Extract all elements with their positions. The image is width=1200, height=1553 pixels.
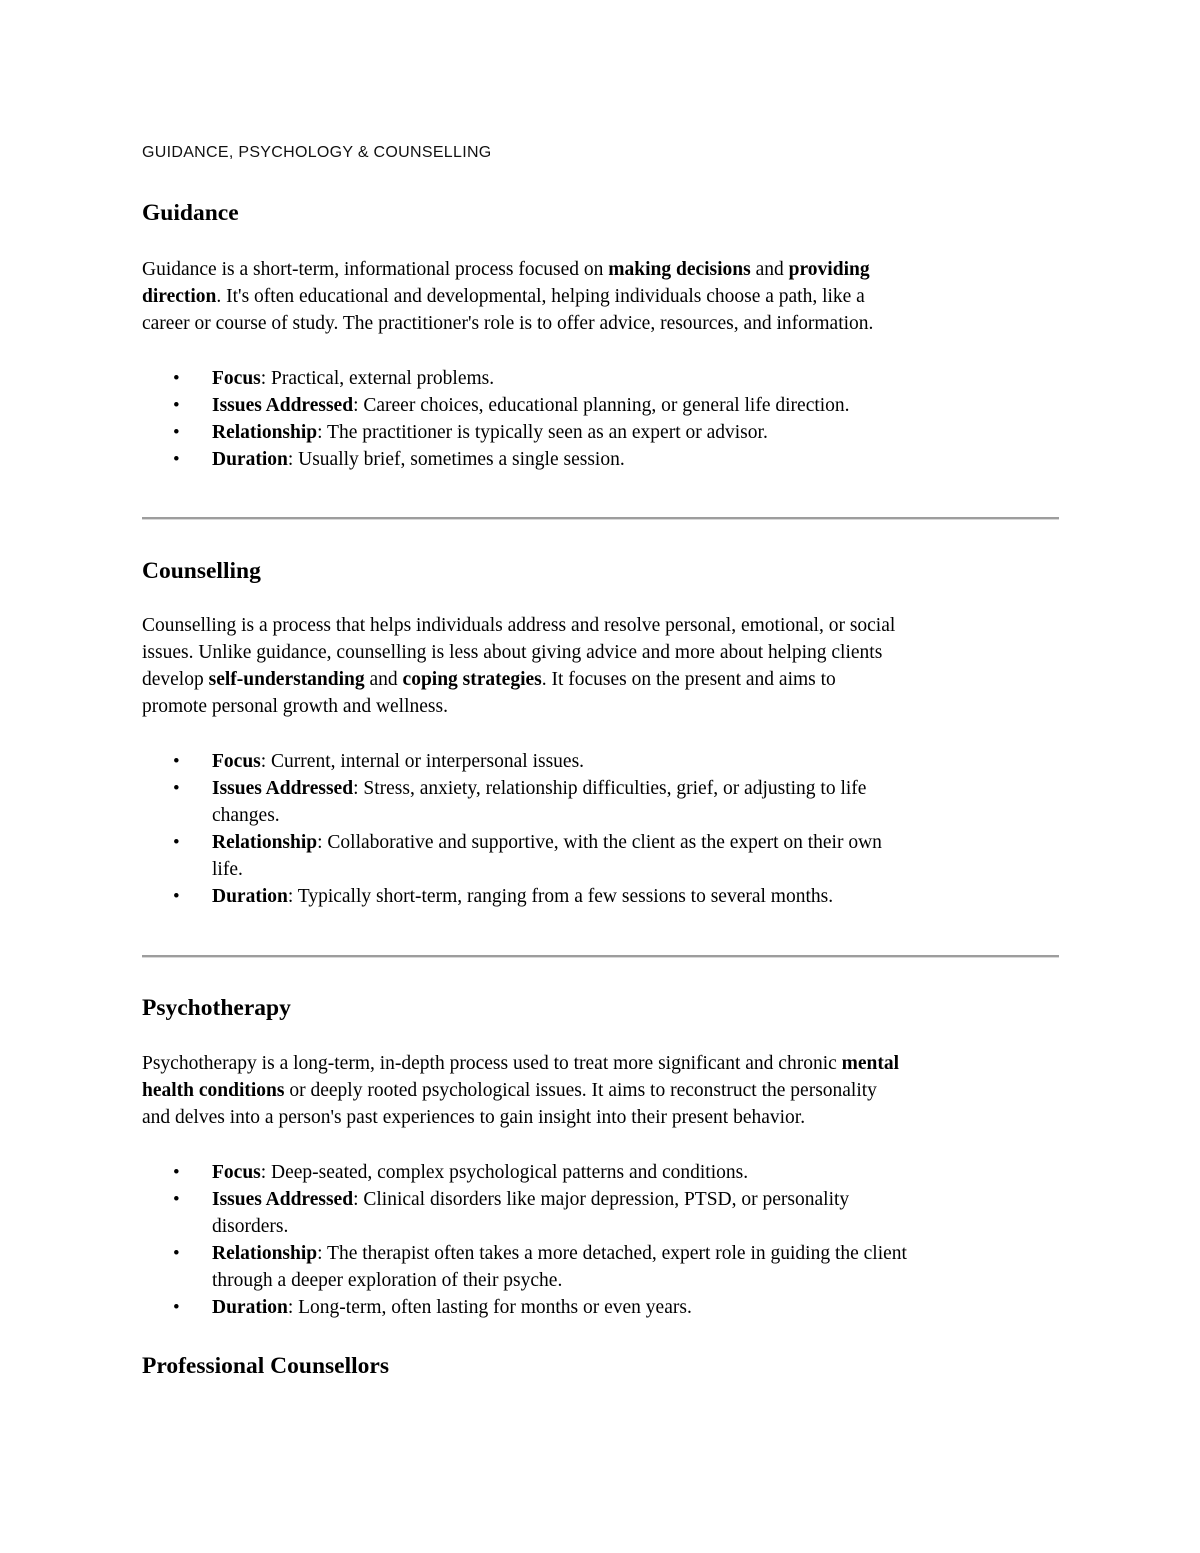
bold-term: mental — [841, 1053, 900, 1074]
bullet-item — [142, 1159, 907, 1186]
bullet-line: life. — [212, 859, 243, 880]
bullet-line: disorders. — [212, 1216, 289, 1237]
bullet-item — [142, 1294, 907, 1321]
bullet-icon: • — [173, 395, 180, 416]
paragraph-line: develop self-understanding and coping strategies. It focuses on the present and aims to — [142, 669, 836, 690]
bold-term: self-understanding — [208, 669, 365, 690]
bullet-item — [142, 1186, 907, 1240]
bullet-icon: • — [173, 449, 180, 470]
bullet-icon: • — [173, 832, 180, 853]
bullet-icon: • — [173, 1189, 180, 1210]
counselling-bullet-list — [142, 748, 882, 910]
bullet-line: Issues Addressed: Clinical disorders like major depression, PTSD, or personality — [212, 1189, 850, 1210]
bullet-line: Issues Addressed: Career choices, educational planning, or general life direction. — [212, 395, 850, 416]
document-title: GUIDANCE, PSYCHOLOGY & COUNSELLING — [142, 144, 492, 161]
bullet-item — [142, 1240, 907, 1294]
professional-counsellors-heading: Professional Counsellors — [142, 1353, 389, 1379]
bullet-line: Duration: Long-term, often lasting for months or even years. — [212, 1297, 692, 1318]
counselling-heading: Counselling — [142, 558, 261, 584]
bold-term: coping strategies — [402, 669, 542, 690]
bullet-item — [142, 883, 882, 910]
bold-term: providing — [788, 259, 870, 280]
bullet-line: Relationship: The practitioner is typically seen as an expert or advisor. — [212, 422, 768, 443]
paragraph-line: promote personal growth and wellness. — [142, 696, 448, 717]
guidance-paragraph — [142, 256, 873, 337]
bullet-item — [142, 365, 850, 392]
bullet-label: Duration — [212, 886, 288, 907]
bullet-line: Focus: Practical, external problems. — [212, 368, 495, 389]
bullet-line: through a deeper exploration of their psyche. — [212, 1270, 563, 1291]
bullet-icon: • — [173, 368, 180, 389]
bullet-label: Duration — [212, 449, 288, 470]
paragraph-line: career or course of study. The practitioner's role is to offer advice, resources, and information. — [142, 313, 874, 334]
paragraph-line: Psychotherapy is a long-term, in-depth process used to treat more significant and chronic mental — [142, 1053, 900, 1074]
bullet-line: Duration: Usually brief, sometimes a single session. — [212, 449, 625, 470]
bullet-label: Duration — [212, 1297, 288, 1318]
guidance-heading: Guidance — [142, 200, 239, 226]
paragraph-line: direction. It's often educational and developmental, helping individuals choose a path, like a — [142, 286, 865, 307]
bullet-item — [142, 775, 882, 829]
bullet-label: Focus — [212, 368, 261, 389]
bullet-icon: • — [173, 1162, 180, 1183]
bullet-line: Issues Addressed: Stress, anxiety, relationship difficulties, grief, or adjusting to life — [212, 778, 867, 799]
bullet-line: changes. — [212, 805, 280, 826]
section-divider — [142, 517, 1059, 520]
bullet-item — [142, 829, 882, 883]
bullet-line: Duration: Typically short-term, ranging from a few sessions to several months. — [212, 886, 834, 907]
bullet-line: Focus: Current, internal or interpersonal issues. — [212, 751, 585, 772]
bullet-label: Focus — [212, 751, 261, 772]
bullet-icon: • — [173, 422, 180, 443]
guidance-bullet-list — [142, 365, 850, 473]
bullet-item — [142, 748, 882, 775]
bullet-line: Relationship: The therapist often takes a more detached, expert role in guiding the client — [212, 1243, 907, 1264]
bullet-label: Issues Addressed — [212, 1189, 354, 1210]
bullet-label: Issues Addressed — [212, 778, 354, 799]
bullet-label: Issues Addressed — [212, 395, 354, 416]
bullet-line: Relationship: Collaborative and supportive, with the client as the expert on their own — [212, 832, 882, 853]
bullet-label: Relationship — [212, 422, 318, 443]
bold-term: health conditions — [142, 1080, 285, 1101]
bullet-icon: • — [173, 751, 180, 772]
psychotherapy-bullet-list — [142, 1159, 907, 1321]
bullet-label: Relationship — [212, 832, 318, 853]
bullet-line: Focus: Deep-seated, complex psychological patterns and conditions. — [212, 1162, 749, 1183]
paragraph-line: and delves into a person's past experiences to gain insight into their present behavior. — [142, 1107, 806, 1128]
psychotherapy-heading: Psychotherapy — [142, 995, 291, 1021]
counselling-paragraph — [142, 612, 895, 720]
bullet-item — [142, 392, 850, 419]
bullet-icon: • — [173, 886, 180, 907]
paragraph-line: Guidance is a short-term, informational process focused on making decisions and providing — [142, 259, 870, 280]
psychotherapy-paragraph — [142, 1050, 899, 1131]
paragraph-line: health conditions or deeply rooted psychological issues. It aims to reconstruct the personality — [142, 1080, 877, 1101]
bold-term: direction — [142, 286, 217, 307]
bullet-icon: • — [173, 1297, 180, 1318]
paragraph-line: Counselling is a process that helps individuals address and resolve personal, emotional, or social — [142, 615, 896, 636]
bullet-label: Relationship — [212, 1243, 318, 1264]
bullet-icon: • — [173, 1243, 180, 1264]
paragraph-line: issues. Unlike guidance, counselling is less about giving advice and more about helping clients — [142, 642, 883, 663]
bullet-item — [142, 446, 850, 473]
bullet-label: Focus — [212, 1162, 261, 1183]
bullet-item — [142, 419, 850, 446]
section-divider — [142, 955, 1059, 958]
bullet-icon: • — [173, 778, 180, 799]
bold-term: making decisions — [608, 259, 751, 280]
